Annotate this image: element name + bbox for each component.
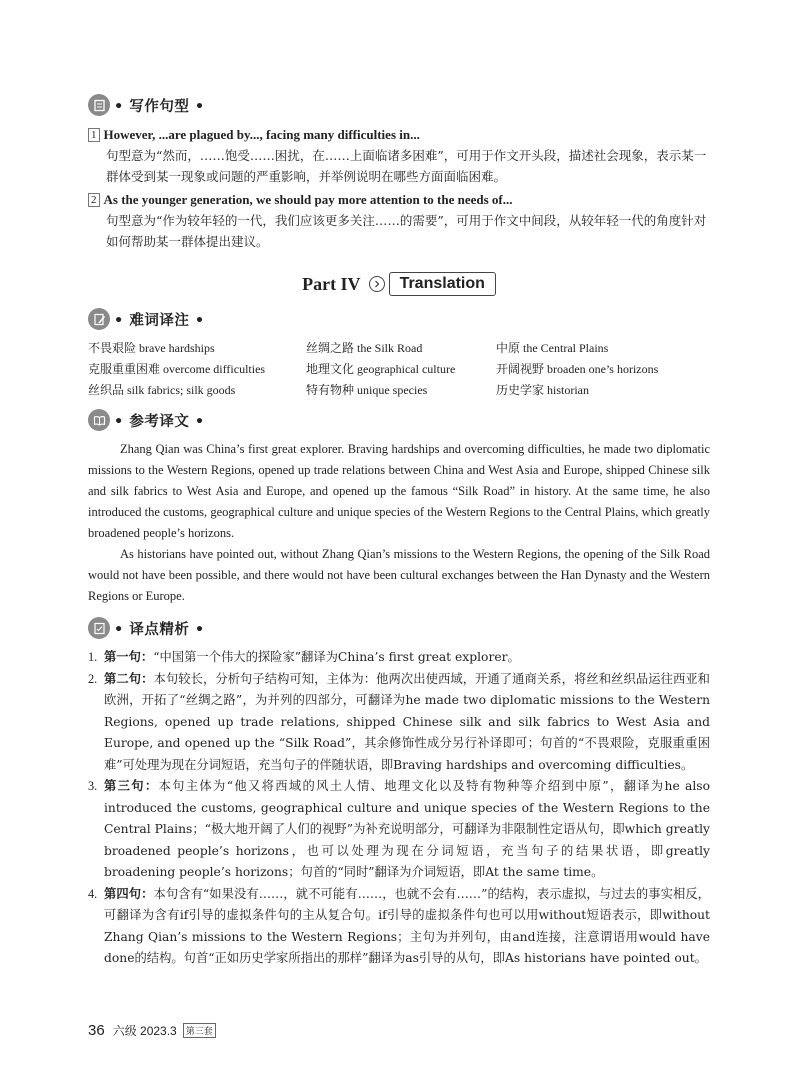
analysis-list (88, 647, 710, 970)
item-number: 2. (88, 671, 98, 686)
item-text: 本句主体为“他又将西域的风土人情、地理文化以及特有物种等介绍到中原”，翻译为he also introduced the customs, geographical culture and unique species of the Western Regions to the Central Plains；“极大地开阔了人们的视野”为补充说明部分，可翻译为非限制性定语从句，即which greatly broadened people’s horizons，也可以处理为现在分词短语，充当句子的结果状语，即greatly broadening people’s horizons；句首的“同时”翻译为介词短语，即At the same time。 (104, 779, 710, 879)
vocab-grid (88, 338, 710, 401)
analysis-item (88, 884, 710, 970)
pattern-text: As the younger generation, we should pay more attention to the needs of... (103, 192, 513, 207)
analysis-item (88, 669, 710, 777)
pattern-item (88, 124, 710, 187)
section-title: • 参考译文 • (114, 413, 205, 430)
item-lead: 第四句： (104, 886, 154, 901)
part-heading (88, 272, 710, 296)
item-number: 2 (88, 193, 100, 207)
translation-paragraph: As historians have pointed out, without Zhang Qian’s missions to the Western Regions, the opening of the Silk Road would not have been possible, and there would not have been cultural exchanges between the Han Dynasty and the Western Regions or Europe. (88, 547, 710, 603)
vocab-item: 丝织品 silk fabrics; silk goods (88, 383, 236, 397)
part-label: Translation (389, 272, 496, 296)
vocab-item: 丝绸之路 the Silk Road (306, 341, 423, 355)
item-text: 本句较长，分析句子结构可知，主体为：他两次出使西域，开通了通商关系，将丝和丝织品运往西亚和欧洲，开拓了“丝绸之路”，为并列的四部分，可翻译为he made two diplomatic missions to the Western Regions, opened up trade relations, shipped Chinese silk and silk fabrics to West Asia and Europe, and opened up the “Silk Road”，其余修饰性成分另行补译即可；句首的“不畏艰险，克服重重困难”可处理为现在分词短语，充当句子的伴随状语，即Braving hardships and overcoming difficulties。 (104, 671, 710, 772)
section-title: • 难词译注 • (114, 312, 205, 329)
vocab-item: 特有物种 unique species (306, 383, 428, 397)
magazine-issue: 六级 2023.3 (112, 1024, 177, 1038)
reference-translation (88, 439, 710, 607)
translation-paragraph: Zhang Qian was China’s first great explorer. Braving hardships and overcoming difficulties, he made two diplomatic missions to the Western Regions, opened up trade relations between China and West Asia and Europe, shipped Chinese silk and silk fabrics to West Asia and Europe, and opened up the famous “Silk Road” in history. At the same time, he also introduced the customs, geographical culture and unique species of the Western Regions to the Central Plains, which greatly broadened people’s horizons. (88, 442, 710, 540)
vocab-item: 开阔视野 broaden one’s horizons (496, 362, 659, 376)
item-lead: 第二句： (104, 671, 154, 686)
part-title: Part IV (302, 273, 361, 294)
book-icon (88, 409, 110, 431)
vocab-item: 克服重重困难 overcome difficulties (88, 362, 266, 376)
notes-icon (88, 617, 110, 639)
document-icon (88, 94, 110, 116)
chevron-right-icon (369, 276, 385, 292)
page-content (88, 92, 710, 970)
analysis-section-header (88, 615, 710, 641)
section-title: • 写作句型 • (114, 98, 205, 115)
analysis-item (88, 776, 710, 884)
item-number: 1 (88, 128, 100, 142)
vocab-item: 不畏艰险 brave hardships (88, 341, 215, 355)
vocab-item: 中原 the Central Plains (496, 341, 609, 355)
item-number: 3. (88, 779, 98, 793)
analysis-item (88, 647, 710, 669)
pencil-icon (88, 308, 110, 330)
item-text: “中国第一个伟大的探险家”翻译为China’s first great explorer。 (153, 650, 520, 664)
pattern-description: 句型意为“然而，……饱受……困扰，在……上面临诸多困难”，可用于作文开头段，描述社会现象，表示某一群体受到某一现象或问题的严重影响，并举例说明在哪些方面面临困难。 (106, 148, 707, 184)
item-text: 本句含有“如果没有……，就不可能有……，也就不会有……”的结构，表示虚拟，与过去的事实相反，可翻译为含有if引导的虚拟条件句的主从复合句。if引导的虚拟条件句也可以用without短语表示，即without Zhang Qian’s missions to the Western Regions；主句为并列句，由and连接，注意谓语用would have done的结构。句首“正如历史学家所指出的那样”翻译为as引导的从句，即As historians have pointed out。 (104, 886, 710, 965)
writing-section-header (88, 92, 710, 118)
vocab-item: 历史学家 historian (496, 383, 589, 397)
item-number: 4. (88, 886, 98, 901)
page-number: 36 (88, 1022, 105, 1039)
item-lead: 第一句： (104, 650, 154, 664)
pattern-item (88, 189, 710, 252)
pattern-description: 句型意为“作为较年轻的一代，我们应该更多关注……的需要”，可用于作文中间段，从较年轻一代的角度针对如何帮助某一群体提出建议。 (106, 213, 707, 249)
vocab-item: 地理文化 geographical culture (306, 362, 456, 376)
vocab-section-header (88, 306, 710, 332)
page-footer (88, 1022, 216, 1039)
item-lead: 第三句： (104, 779, 159, 793)
reference-section-header (88, 407, 710, 433)
pattern-text: However, ...are plagued by..., facing many difficulties in... (103, 127, 420, 142)
edition-badge: 第三套 (183, 1023, 216, 1038)
section-title: • 译点精析 • (114, 621, 205, 638)
item-number: 1. (88, 650, 98, 664)
